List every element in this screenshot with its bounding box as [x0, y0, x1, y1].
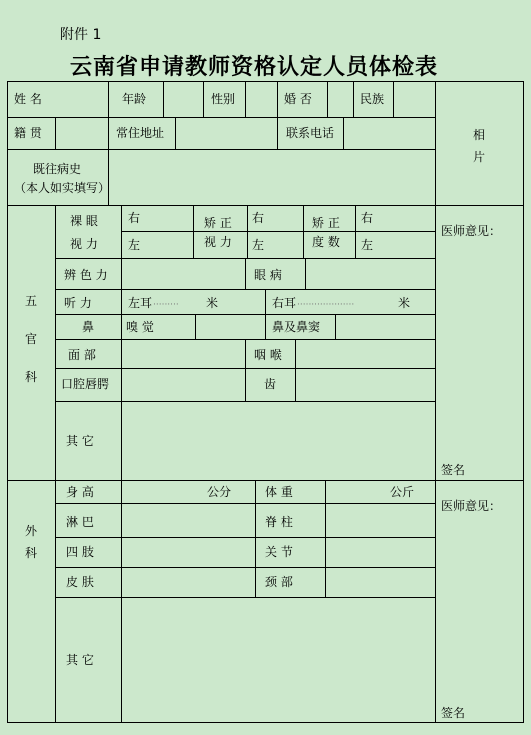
smell-label: 嗅 觉 [126, 320, 154, 334]
teeth-label: 齿 [264, 377, 277, 391]
surgery-section-label: 外 科 [24, 524, 37, 560]
lymph-label: 淋 巴 [66, 515, 94, 529]
annex-label: 附件 1 [60, 27, 102, 43]
neck-label: 颈 部 [265, 575, 293, 589]
limbs-label: 四 肢 [66, 545, 94, 559]
joints-label: 关 节 [265, 545, 293, 559]
hearing-label: 听 力 [64, 296, 92, 310]
height-unit: 公分 [207, 485, 232, 499]
eye-disease-label: 眼 病 [254, 268, 282, 282]
facial-section-label: 五 官 科 [24, 294, 37, 384]
naked-left-label: 左 [128, 238, 141, 252]
naked-right-label: 右 [128, 211, 141, 225]
facial-doctor-opinion: 医师意见： [441, 224, 502, 238]
spine-label: 脊 柱 [265, 515, 293, 529]
face-label: 面 部 [68, 348, 96, 362]
surgery-signature: 签名 [441, 706, 466, 720]
degree-right-label: 右 [361, 211, 374, 225]
facial-signature: 签名 [441, 463, 466, 477]
hometown-label: 籍 贯 [14, 126, 42, 140]
right-ear-label: 右耳 [272, 296, 297, 310]
height-label: 身 高 [66, 485, 94, 499]
sinus-label: 鼻及鼻窦 [272, 320, 321, 334]
ethnicity-label: 民族 [360, 92, 385, 106]
surgery-other-label: 其 它 [66, 653, 94, 667]
weight-unit: 公斤 [390, 485, 415, 499]
form-title: 云南省申请教师资格认定人员体检表 [70, 55, 439, 80]
weight-label: 体 重 [265, 485, 293, 499]
marital-label: 婚 否 [284, 92, 312, 106]
color-vision-label: 辨 色 力 [64, 268, 108, 282]
facial-other-label: 其 它 [66, 434, 94, 448]
degree-label: 矫 正 [312, 216, 340, 230]
degree-left-label: 左 [361, 238, 374, 252]
photo-label: 相 片 [472, 128, 485, 164]
naked-eye-label: 裸 眼 [70, 214, 98, 228]
corrected-label: 矫 正 [204, 216, 232, 230]
skin-label: 皮 肤 [66, 575, 94, 589]
corrected-right-label: 右 [252, 211, 265, 225]
surgery-doctor-opinion: 医师意见： [441, 499, 502, 513]
throat-label: 咽 喉 [254, 348, 282, 362]
phone-label: 联系电话 [286, 126, 335, 140]
nose-label: 鼻 [82, 320, 95, 334]
gender-label: 性别 [211, 92, 236, 106]
left-ear-label: 左耳 [128, 296, 153, 310]
corrected-vision-label: 视 力 [204, 235, 232, 249]
address-label: 常住地址 [116, 126, 165, 140]
degree-value-label: 度 数 [312, 235, 340, 249]
history-label: 既往病史 [33, 162, 82, 176]
naked-vision-label: 视 力 [70, 237, 98, 251]
right-ear-unit: 米 [398, 296, 411, 310]
mouth-label: 口腔唇腭 [61, 377, 110, 391]
name-label: 姓 名 [14, 92, 42, 106]
history-note: （本人如实填写） [14, 181, 111, 195]
corrected-left-label: 左 [252, 238, 265, 252]
left-ear-unit: 米 [206, 296, 219, 310]
age-label: 年龄 [122, 92, 147, 106]
